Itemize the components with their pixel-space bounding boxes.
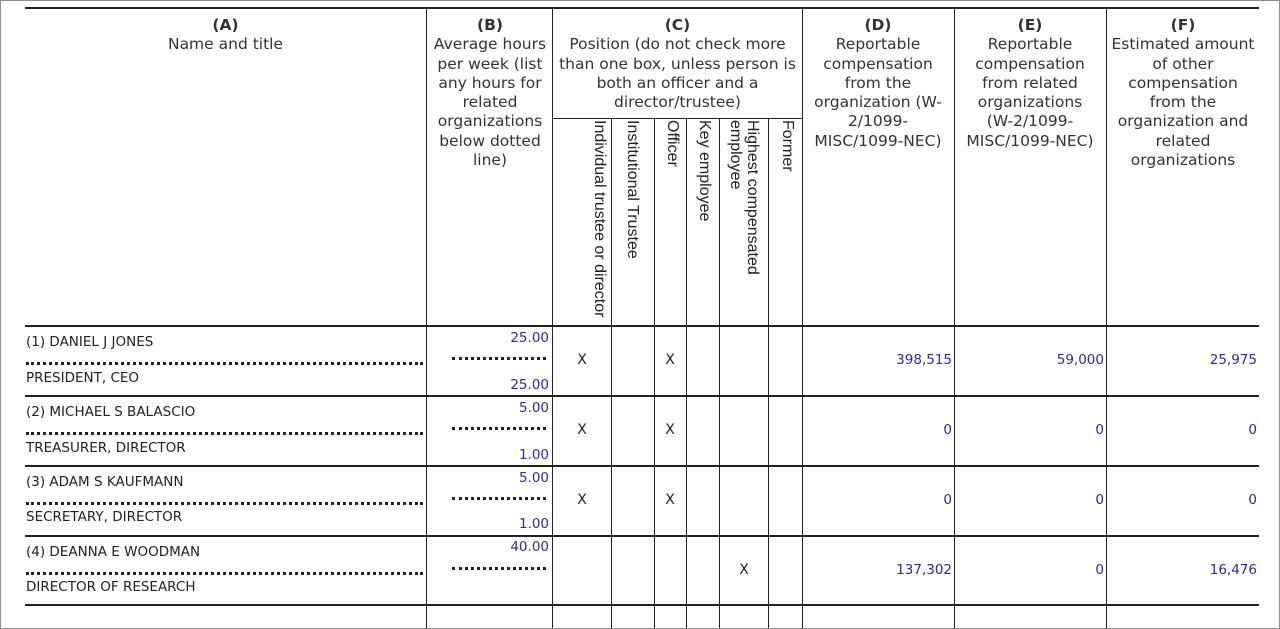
person-name: (2) MICHAEL S BALASCIO (26, 404, 196, 420)
hours-org: 40.00 (510, 539, 549, 555)
header-e-text: Reportable compensation from related organizations (W-2/1099-MISC/1099-NEC) (966, 35, 1094, 150)
col-rule-d (802, 8, 803, 628)
position-col-highest-compensated: Highest compensated employee (727, 120, 761, 275)
col-rule-c4 (686, 118, 687, 628)
col-rule-c (552, 8, 553, 628)
comp-other: 25,975 (1209, 352, 1257, 368)
header-c (556, 16, 799, 112)
header-d-letter: (D) (864, 16, 892, 34)
hours-dotted-line (452, 357, 546, 360)
check-officer: X (665, 352, 675, 368)
header-b-text: Average hours per week (list any hours for related organizations below dotted line) (433, 35, 547, 170)
col-rule-c3 (654, 118, 655, 628)
header-e-letter: (E) (1017, 16, 1043, 34)
comp-related: 0 (1095, 422, 1104, 438)
dotted-line (26, 362, 423, 365)
header-a-letter: (A) (212, 16, 239, 34)
hours-org: 5.00 (518, 470, 549, 486)
comp-related: 59,000 (1056, 352, 1104, 368)
comp-related: 0 (1095, 492, 1104, 508)
header-d (812, 16, 944, 151)
person-title: TREASURER, DIRECTOR (26, 440, 186, 456)
header-f-letter: (F) (1170, 16, 1196, 34)
comp-related: 0 (1095, 562, 1104, 578)
check-individual-trustee: X (577, 422, 587, 438)
check-individual-trustee: X (577, 492, 587, 508)
header-f-text: Estimated amount of other compensation from the organization and related organizations (1111, 35, 1255, 170)
hours-related: 1.00 (518, 516, 549, 532)
hours-dotted-line (452, 427, 546, 430)
check-individual-trustee: X (577, 352, 587, 368)
person-name: (3) ADAM S KAUFMANN (26, 474, 184, 490)
hours-org: 25.00 (510, 330, 549, 346)
comp-org: 0 (943, 492, 952, 508)
header-d-text: Reportable compensation from the organization (W-2/1099-MISC/1099-NEC) (814, 35, 942, 150)
position-col-former: Former (779, 120, 796, 172)
check-officer: X (665, 422, 675, 438)
comp-org: 398,515 (896, 352, 952, 368)
hours-org: 5.00 (518, 400, 549, 416)
person-name: (4) DEANNA E WOODMAN (26, 544, 201, 560)
table-top-rule (25, 7, 1259, 9)
header-c-letter: (C) (664, 16, 691, 34)
check-highest-compensated: X (739, 562, 749, 578)
dotted-line (26, 572, 423, 575)
dotted-line (26, 432, 423, 435)
hours-dotted-line (452, 497, 546, 500)
comp-org: 0 (943, 422, 952, 438)
header-bottom-rule (25, 325, 1259, 327)
header-e (964, 16, 1096, 151)
row-rule-1 (25, 395, 1259, 397)
comp-other: 16,476 (1209, 562, 1257, 578)
header-f (1110, 16, 1256, 170)
col-rule-e (954, 8, 955, 628)
person-title: SECRETARY, DIRECTOR (26, 509, 183, 525)
header-b (432, 16, 548, 170)
check-officer: X (665, 492, 675, 508)
hours-related: 1.00 (518, 447, 549, 463)
hours-dotted-line (452, 567, 546, 570)
position-col-officer: Officer (664, 120, 681, 167)
header-a-text: Name and title (167, 35, 284, 54)
hours-related: 25.00 (510, 377, 549, 393)
position-subheader-rule (552, 118, 802, 119)
col-rule-b (426, 8, 427, 628)
header-b-letter: (B) (477, 16, 503, 34)
comp-other: 0 (1248, 422, 1257, 438)
position-col-key-employee: Key employee (696, 120, 713, 222)
row-rule-2 (25, 465, 1259, 467)
position-col-individual-trustee: Individual trustee or director (591, 120, 608, 318)
col-rule-c6 (768, 118, 769, 628)
col-rule-c2 (611, 118, 612, 628)
row-rule-4 (25, 604, 1259, 606)
row-rule-3 (25, 535, 1259, 537)
dotted-line (26, 502, 423, 505)
comp-org: 137,302 (896, 562, 952, 578)
person-title: DIRECTOR OF RESEARCH (26, 579, 196, 595)
comp-other: 0 (1248, 492, 1257, 508)
person-name: (1) DANIEL J JONES (26, 334, 154, 350)
header-a (25, 16, 426, 55)
header-c-text: Position (do not check more than one box, unless person is both an officer and a director/trustee) (559, 35, 796, 112)
col-rule-f (1106, 8, 1107, 628)
position-col-institutional-trustee: Institutional Trustee (624, 120, 641, 259)
col-rule-c5 (719, 118, 720, 628)
person-title: PRESIDENT, CEO (26, 370, 140, 386)
